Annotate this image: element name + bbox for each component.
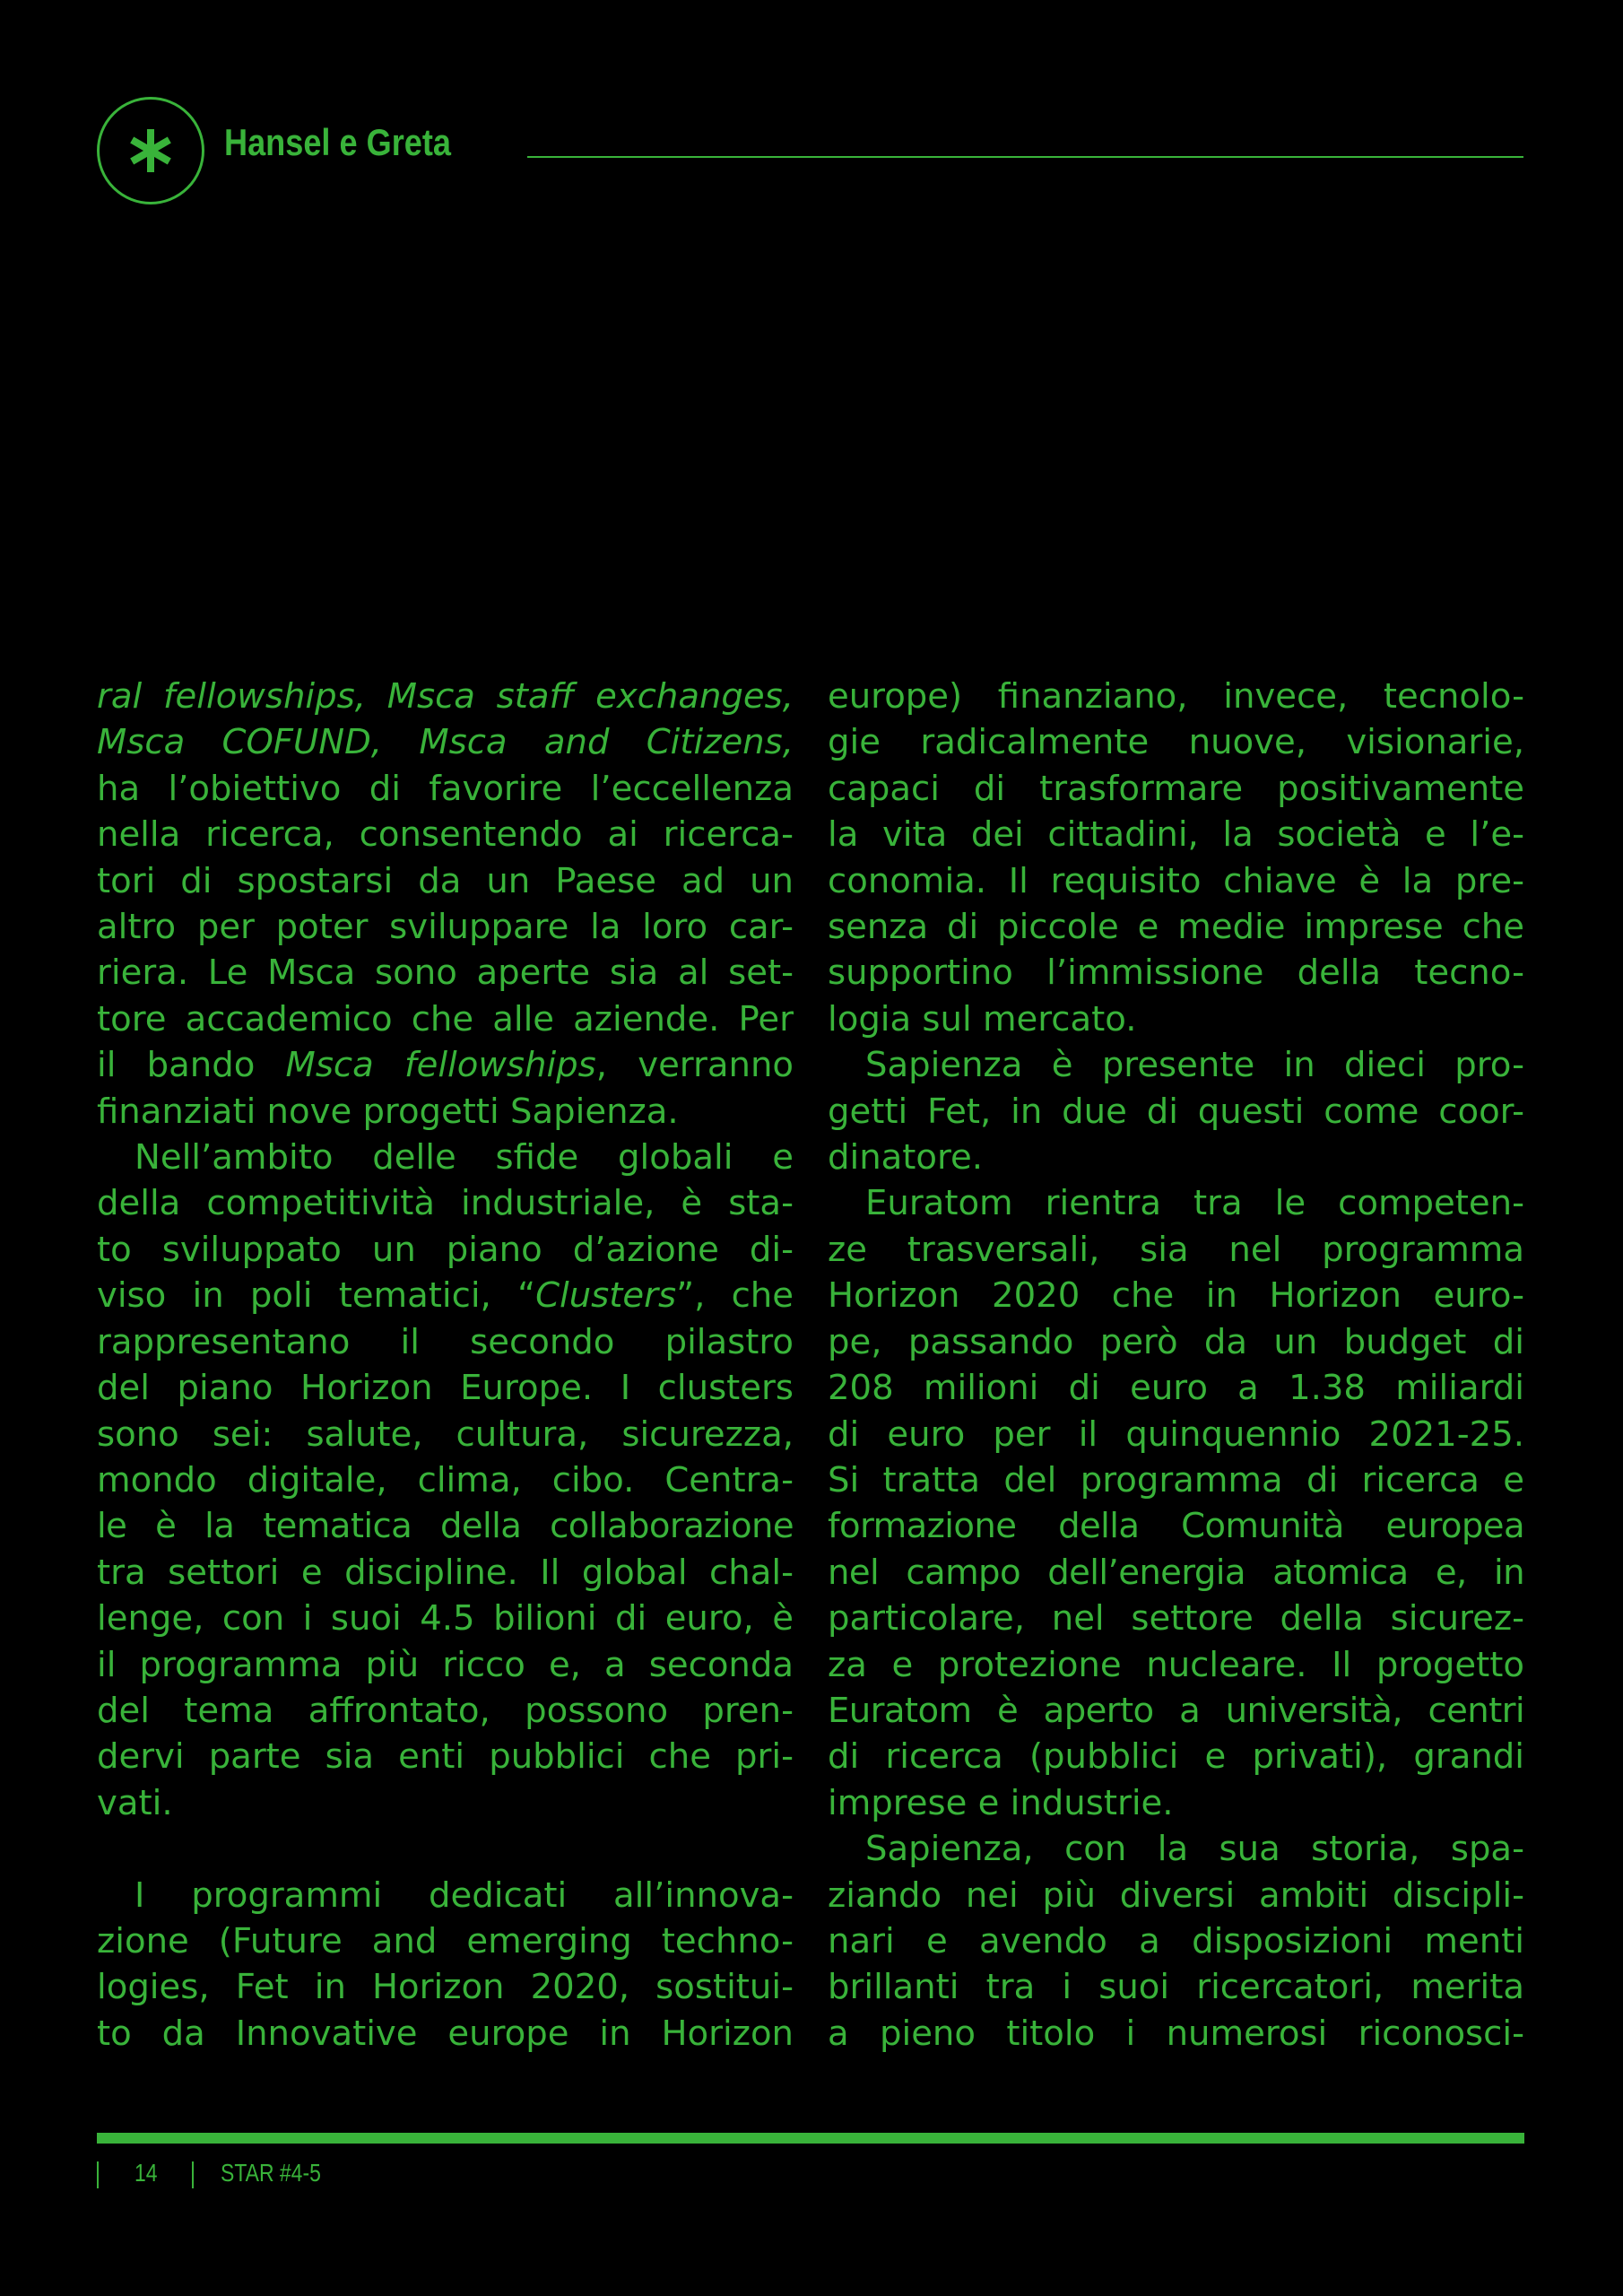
text-line: imprese e industrie. (828, 1782, 1174, 1823)
paragraph (828, 1180, 1524, 1826)
section-title: Hansel e Greta (224, 121, 451, 163)
text-line: tori di spostarsi da un Paese ad un (97, 860, 794, 901)
text-line: logies, Fet in Horizon 2020, sostitui- (97, 1967, 794, 2008)
text-line: la vita dei cittadini, la società e l’e- (828, 814, 1524, 856)
text-line: del piano Horizon Europe. I clusters (97, 1368, 794, 1409)
text-line: Msca COFUND, Msca and Citizens, (97, 722, 794, 763)
paragraph (97, 1873, 794, 2057)
text-line: conomia. Il requisito chiave è la pre- (828, 860, 1524, 901)
text-line: il bando Msca fellowships, verranno (97, 1045, 794, 1086)
section-logo (97, 97, 204, 204)
text-line: di ricerca (pubblici e privati), grandi (828, 1736, 1524, 1778)
text-line: supportino l’immissione della tecno- (828, 952, 1524, 994)
page-number: 14 (135, 2159, 158, 2187)
text-line: tra settori e discipline. Il global chal- (97, 1552, 794, 1593)
text-line: brillanti tra i suoi ricercatori, merita (828, 1967, 1524, 2008)
text-line: vati. (97, 1782, 173, 1823)
text-line: Euratom rientra tra le competen- (865, 1183, 1524, 1224)
text-line: di euro per il quinquennio 2021-25. (828, 1413, 1524, 1455)
text-line: Euratom è aperto a università, centri (828, 1690, 1524, 1731)
text-line: finanziati nove progetti Sapienza. (97, 1091, 679, 1132)
text-line: sono sei: salute, cultura, sicurezza, (97, 1413, 794, 1455)
text-line: Sapienza, con la sua storia, spa- (865, 1829, 1524, 1870)
text-line: logia sul mercato. (828, 998, 1137, 1039)
text-line: ral fellowships, Msca staff exchanges, (97, 676, 794, 717)
text-line: Sapienza è presente in dieci pro- (865, 1045, 1524, 1086)
text-line: le è la tematica della collaborazione (97, 1506, 794, 1547)
text-line: ze trasversali, sia nel programma (828, 1229, 1524, 1270)
text-line: particolare, nel settore della sicurez- (828, 1598, 1524, 1639)
text-line: del tema affrontato, possono pren- (97, 1690, 794, 1731)
text-line: gie radicalmente nuove, visionarie, (828, 722, 1524, 763)
text-line: pe, passando però da un budget di (828, 1321, 1524, 1362)
text-line: senza di piccole e medie imprese che (828, 907, 1524, 948)
text-line: nari e avendo a disposizioni menti (828, 1920, 1524, 1961)
text-line: europe) finanziano, invece, tecnolo- (828, 676, 1524, 717)
footer-divider (192, 2161, 194, 2188)
text-line: ha l’obiettivo di favorire l’eccellenza (97, 768, 794, 809)
paragraph (828, 1826, 1524, 2057)
text-line: della competitività industriale, è sta- (97, 1183, 794, 1224)
text-line: capaci di trasformare positivamente (828, 768, 1524, 809)
text-line: viso in poli tematici, “Clusters”, che (97, 1275, 794, 1317)
text-line: il programma più ricco e, a seconda (97, 1644, 794, 1685)
text-line: 208 milioni di euro a 1.38 miliardi (828, 1368, 1524, 1409)
paragraph (97, 674, 794, 1135)
text-line: Nell’ambito delle sfide globali e (135, 1137, 794, 1178)
text-line: zione (Future and emerging techno- (97, 1920, 794, 1961)
text-line: dinatore. (828, 1137, 984, 1178)
asterisk-icon (126, 126, 176, 176)
text-line: to sviluppato un piano d’azione di- (97, 1229, 794, 1270)
paragraph (97, 1135, 794, 1826)
text-line: Horizon 2020 che in Horizon euro- (828, 1275, 1524, 1317)
article-column-left (97, 674, 794, 2057)
text-line: getti Fet, in due di questi come coor- (828, 1091, 1524, 1132)
text-line: Si tratta del programma di ricerca e (828, 1459, 1524, 1500)
paragraph (828, 674, 1524, 1042)
paragraph (828, 1042, 1524, 1180)
text-line: a pieno titolo i numerosi riconosci- (828, 2013, 1524, 2054)
text-line: tore accademico che alle aziende. Per (97, 998, 794, 1039)
footer-divider (97, 2161, 99, 2188)
text-line: nel campo dell’energia atomica e, in (828, 1552, 1524, 1593)
text-line: za e protezione nucleare. Il progetto (828, 1644, 1524, 1685)
text-line: nella ricerca, consentendo ai ricerca- (97, 814, 794, 856)
footer-rule (97, 2133, 1524, 2144)
magazine-issue: STAR #4-5 (221, 2159, 321, 2187)
text-line: I programmi dedicati all’innova- (135, 1874, 794, 1916)
text-line: riera. Le Msca sono aperte sia al set- (97, 952, 794, 994)
text-line: altro per poter sviluppare la loro car- (97, 907, 794, 948)
text-line: mondo digitale, clima, cibo. Centra- (97, 1459, 794, 1500)
paragraph-gap (97, 1826, 794, 1872)
text-line: formazione della Comunità europea (828, 1506, 1524, 1547)
text-line: ziando nei più diversi ambiti discipli- (828, 1874, 1524, 1916)
article-column-right (828, 674, 1524, 2057)
text-line: dervi parte sia enti pubblici che pri- (97, 1736, 794, 1778)
text-line: lenge, con i suoi 4.5 bilioni di euro, è (97, 1598, 794, 1639)
text-line: to da Innovative europe in Horizon (97, 2013, 794, 2054)
header-rule (527, 156, 1523, 158)
text-line: rappresentano il secondo pilastro (97, 1321, 794, 1362)
